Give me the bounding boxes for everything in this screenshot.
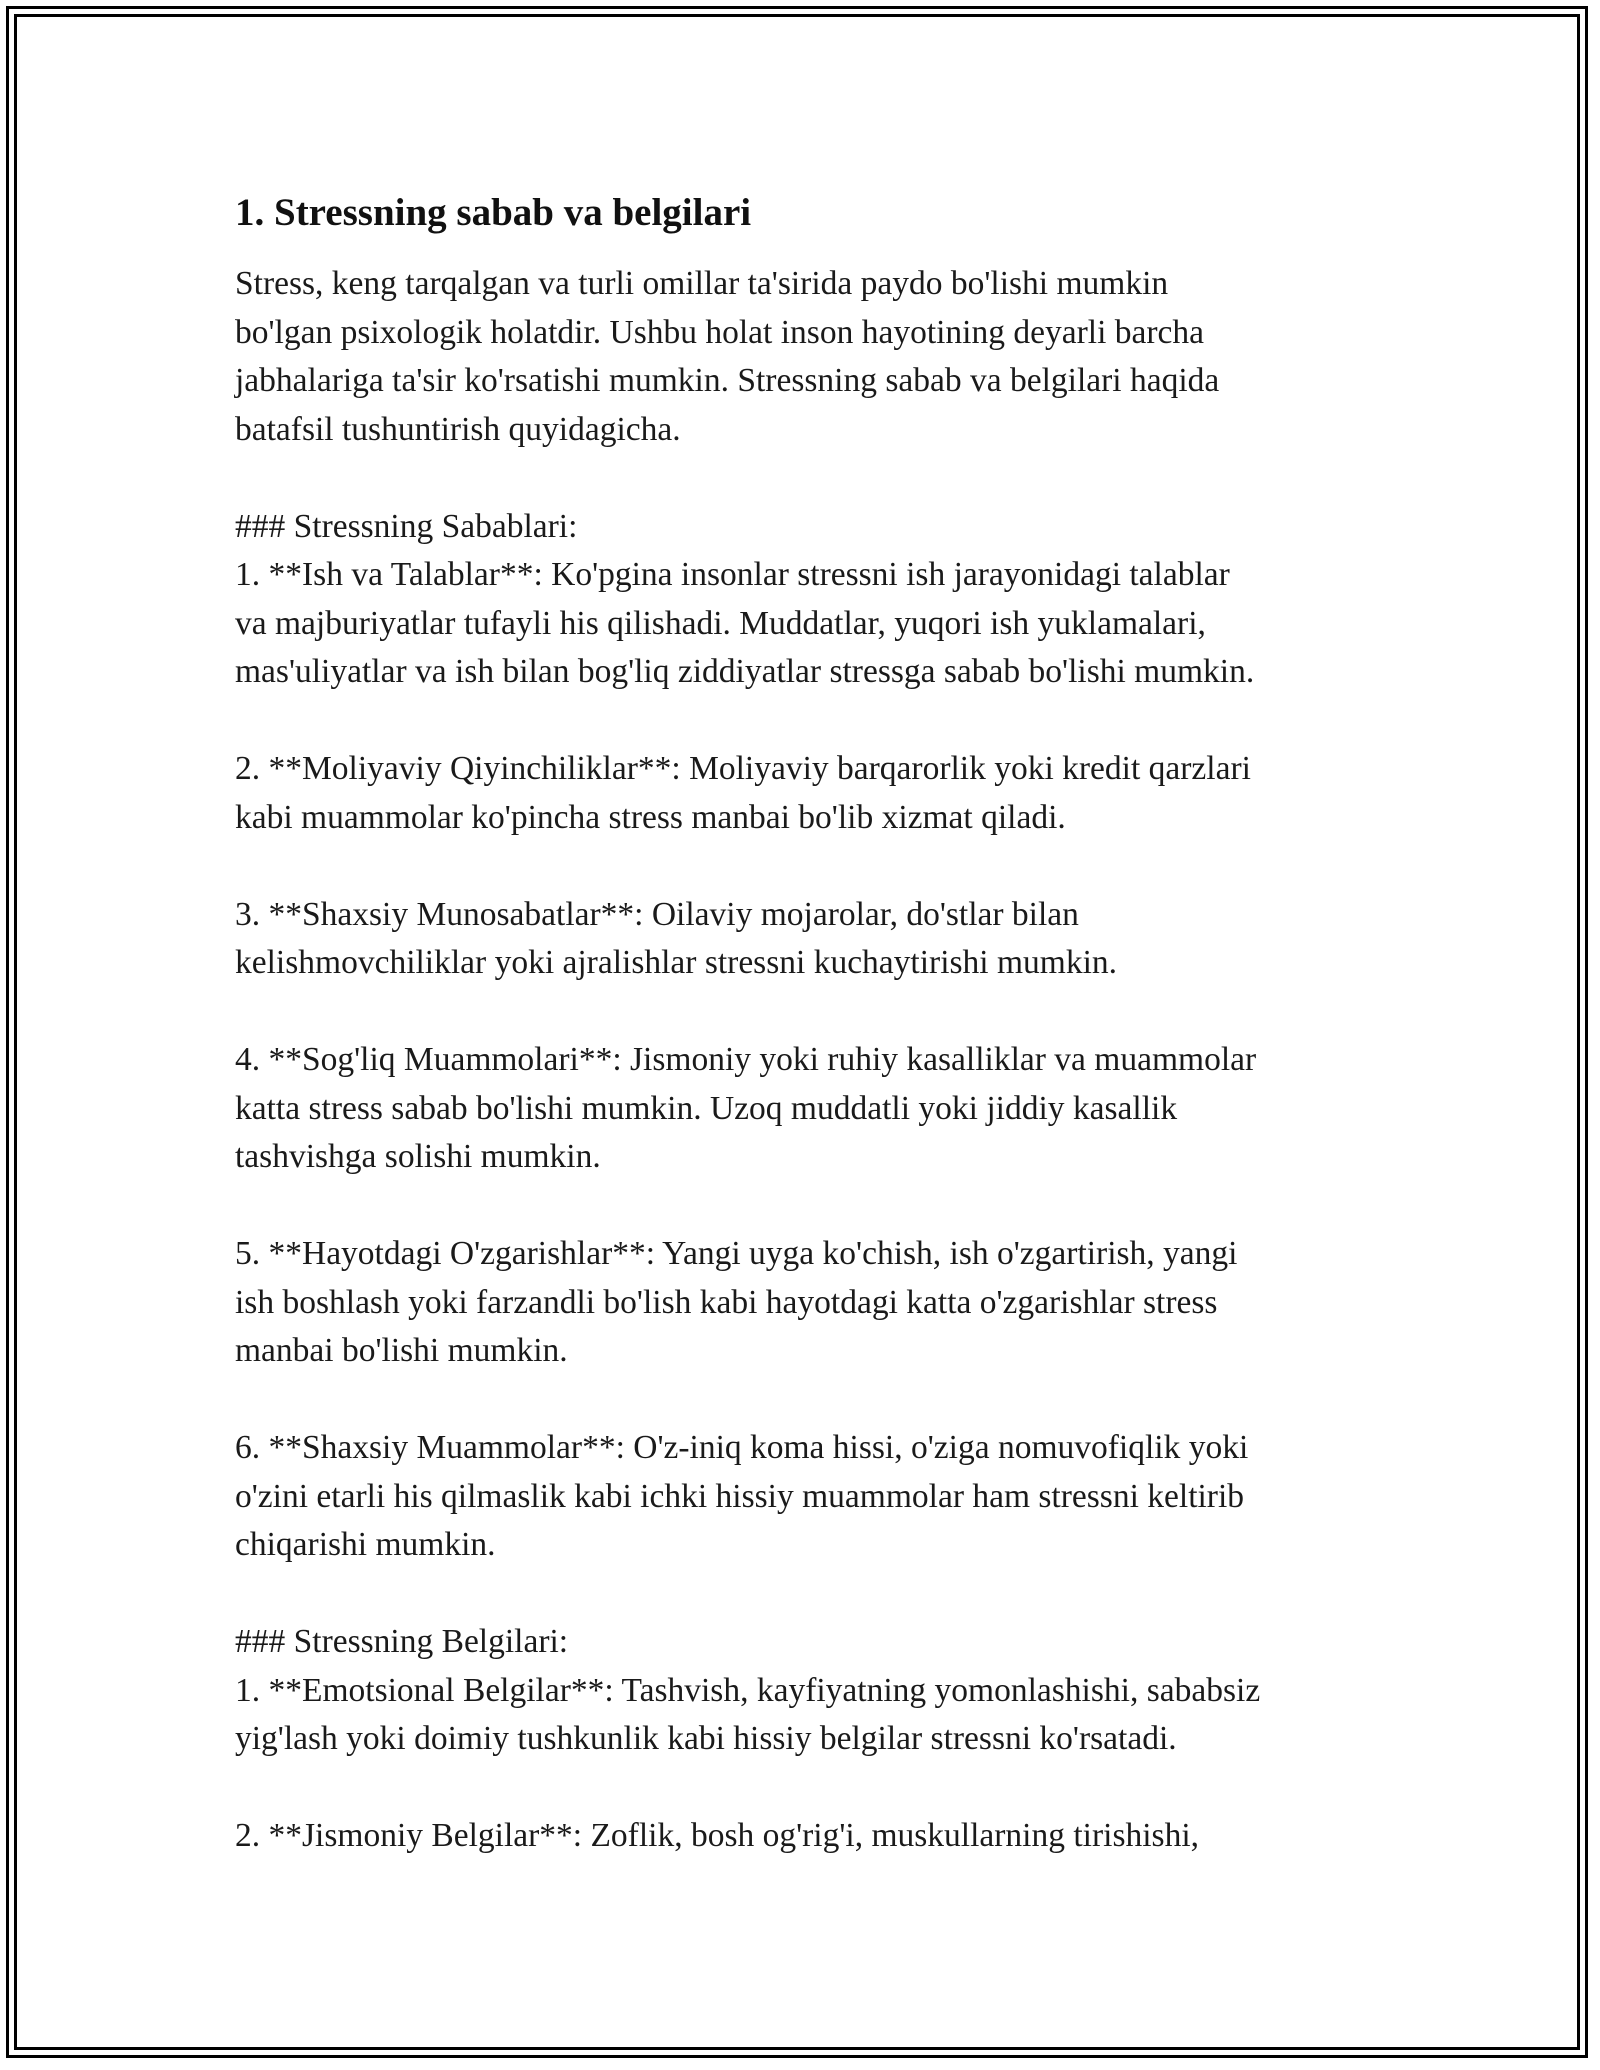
cause-item (235, 1230, 1375, 1376)
signs-heading: ### Stressning Belgilari: (235, 1623, 569, 1660)
text-line: 2. **Moliyaviy Qiyinchiliklar**: Moliyaviy barqarorlik yoki kredit qarzlari (235, 750, 1251, 787)
text-line: yig'lash yoki doimiy tushkunlik kabi hissiy belgilar stressni ko'rsatadi. (235, 1720, 1177, 1757)
text-line: o'zini etarli his qilmaslik kabi ichki hissiy muammolar ham stressni keltirib (235, 1477, 1245, 1515)
text-line: 3. **Shaxsiy Munosabatlar**: Oilaviy mojarolar, do'stlar bilan (235, 895, 1079, 933)
cause-item (235, 1036, 1375, 1182)
text-line: mas'uliyatlar va ish bilan bog'liq ziddiyatlar stressga sabab bo'lishi mumkin. (235, 653, 1255, 690)
text-line: katta stress sabab bo'lishi mumkin. Uzoq muddatli yoki jiddiy kasallik (235, 1089, 1178, 1127)
text-line: chiqarishi mumkin. (235, 1526, 496, 1563)
text-line: jabhalariga ta'sir ko'rsatishi mumkin. Stressning sabab va belgilari haqida (235, 362, 1220, 399)
text-line: 4. **Sog'liq Muammolari**: Jismoniy yoki ruhiy kasalliklar va muammolar (235, 1041, 1257, 1078)
text-line: 6. **Shaxsiy Muammolar**: O'z-iniq koma hissi, o'ziga nomuvofiqlik yoki (235, 1429, 1249, 1466)
text-line: 5. **Hayotdagi O'zgarishlar**: Yangi uyga ko'chish, ish o'zgartirish, yangi (235, 1235, 1238, 1272)
cause-item (235, 891, 1375, 988)
text-line: 1. **Ish va Talablar**: Ko'pgina insonlar stressni ish jarayonidagi talablar (235, 556, 1230, 593)
text-line: manbai bo'lishi mumkin. (235, 1332, 568, 1369)
causes-heading: ### Stressning Sabablari: (235, 507, 578, 545)
text-line: tashvishga solishi mumkin. (235, 1138, 601, 1175)
text-line: bo'lgan psixologik holatdir. Ushbu holat inson hayotining deyarli barcha (235, 313, 1205, 351)
text-line: ish boshlash yoki farzandli bo'lish kabi hayotdagi katta o'zgarishlar stress (235, 1283, 1218, 1321)
cause-item (235, 745, 1375, 842)
text-line: va majburiyatlar tufayli his qilishadi. Muddatlar, yuqori ish yuklamalari, (235, 604, 1206, 642)
sign-item (235, 1812, 1375, 1861)
signs-section (235, 1618, 1375, 1764)
text-line: kabi muammolar ko'pincha stress manbai bo'lib xizmat qiladi. (235, 798, 1066, 836)
document-body (235, 188, 1375, 1861)
text-line: 1. **Emotsional Belgilar**: Tashvish, kayfiyatning yomonlashishi, sababsiz (235, 1671, 1261, 1709)
cause-item (235, 1424, 1375, 1570)
text-line: 2. **Jismoniy Belgilar**: Zoflik, bosh og'rig'i, muskullarning tirishishi, (235, 1817, 1200, 1854)
intro-paragraph (235, 260, 1375, 454)
text-line: batafsil tushuntirish quyidagicha. (235, 410, 681, 448)
causes-section (235, 503, 1375, 697)
document-heading: 1. Stressning sabab va belgilari (235, 191, 752, 234)
text-line: Stress, keng tarqalgan va turli omillar ta'sirida paydo bo'lishi mumkin (235, 265, 1169, 302)
text-line: kelishmovchiliklar yoki ajralishlar stressni kuchaytirishi mumkin. (235, 944, 1118, 981)
